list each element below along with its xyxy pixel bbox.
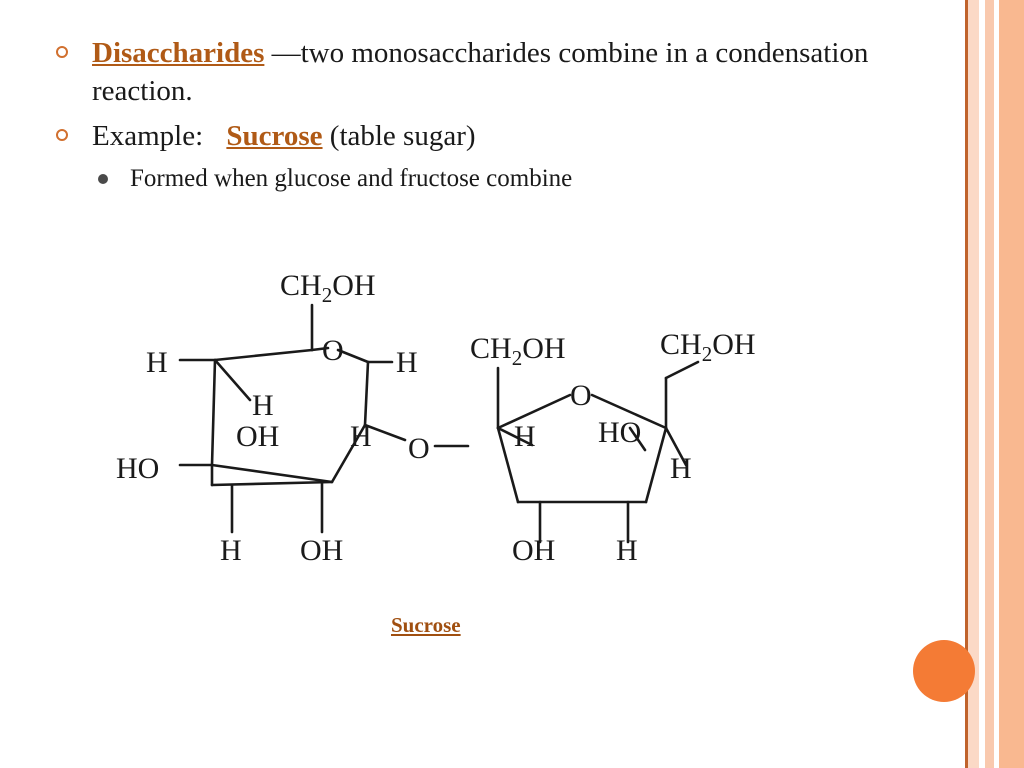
decor-circle — [913, 640, 975, 702]
bullet-item — [52, 117, 912, 155]
bullet-item — [52, 34, 912, 111]
bullet-marker-icon — [56, 129, 68, 141]
label-glucose-h-inner: H — [252, 389, 274, 422]
label-glucose-ch2oh: $CH_2OH$ — [280, 269, 376, 307]
label-fructose-h-bottom: H — [616, 534, 638, 567]
label-glucose-oh-bottom: OH — [300, 534, 344, 567]
bullet-text-before: Example: — [92, 119, 211, 152]
label-glucose-ho: HO — [116, 452, 160, 485]
keyword-disaccharides: Disaccharides — [92, 37, 265, 69]
label-glucose-h-bottom: H — [220, 534, 242, 567]
label-glucose-h-right: H — [396, 346, 418, 379]
label-fructose-o-ring: O — [570, 379, 592, 412]
label-fructose-ch2oh-left: $CH_2OH$ — [470, 332, 566, 370]
label-glucose-o-ring: O — [322, 334, 344, 367]
label-glucose-h-inner2: H — [350, 420, 372, 453]
sucrose-structure-figure — [100, 250, 840, 580]
label-fructose-ch2oh-right: $CH_2OH$ — [660, 328, 756, 366]
sub-bullet-item — [52, 163, 912, 196]
label-bridge-o: O — [408, 432, 430, 465]
bullet-text: —two monosaccharides combine in a condensation reaction. — [92, 37, 869, 108]
keyword-sucrose: Sucrose — [226, 119, 323, 152]
sub-bullet-text: Formed when glucose and fructose combine — [130, 164, 573, 192]
label-fructose-ho-inner: HO — [598, 416, 642, 449]
slide-body — [52, 34, 912, 199]
decor-stripe-wide — [999, 0, 1024, 768]
bullet-marker-icon — [56, 46, 68, 58]
label-fructose-oh-bottom: OH — [512, 534, 556, 567]
label-glucose-oh-inner: OH — [236, 420, 280, 453]
label-glucose-h-left: H — [146, 346, 168, 379]
label-fructose-h-inner: H — [514, 420, 536, 453]
decor-stripe-pale-2 — [985, 0, 994, 768]
label-fructose-h-right: H — [670, 452, 692, 485]
sub-bullet-marker-icon — [98, 174, 108, 184]
bullet-text-after: (table sugar) — [322, 119, 476, 152]
figure-caption: Sucrose — [391, 613, 461, 637]
